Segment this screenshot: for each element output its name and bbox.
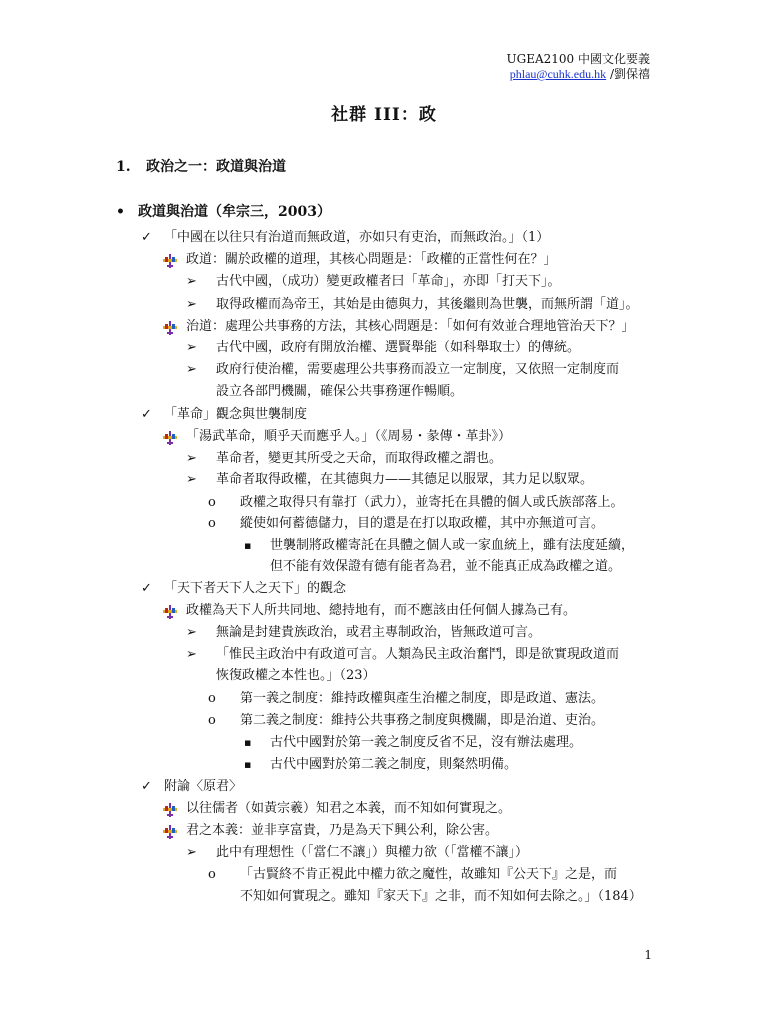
email-link[interactable]: phlau@cuhk.edu.hk [509, 67, 607, 81]
arrow-icon: ➢ [186, 451, 197, 466]
outline-line: 「天下者天下人之天下」的觀念 [164, 581, 347, 596]
outline-line: 革命者，變更其所受之天命，而取得政權之謂也。 [216, 451, 503, 466]
outline-line: 世襲制將政權寄託在具體之個人或一家血統上，雖有法度延續， [270, 538, 635, 553]
arrow-icon: ➢ [186, 297, 197, 312]
outline-line: 「革命」觀念與世襲制度 [164, 407, 308, 422]
outline-line: 「湯武革命，順乎天而應乎人。」（《周易・彖傳・革卦》） [186, 429, 512, 444]
outline-line: 但不能有效保證有德有能者為君，並不能真正成為政權之道。 [270, 559, 622, 574]
arrow-icon: ➢ [186, 472, 197, 487]
outline-line: 第一義之制度：維持政權與產生治權之制度，即是政道、憲法。 [240, 691, 605, 706]
outline-line: 「中國在以往只有治道而無政道，亦如只有吏治，而無政治。」（1） [164, 230, 550, 245]
circle-bullet-icon: o [208, 867, 216, 882]
outline-line: 政權為天下人所共同地、總持地有，而不應該由任何個人據為己有。 [186, 603, 577, 618]
square-bullet-icon: ▪ [244, 736, 252, 749]
circle-bullet-icon: o [208, 516, 216, 531]
outline-line: 無論是封建貴族政治，或君主專制政治，皆無政道可言。 [216, 625, 542, 640]
outline-line: 縱使如何蓄德儲力，目的還是在打以取政權，其中亦無道可言。 [240, 516, 605, 531]
outline-line: 第二義之制度：維持公共事務之制度與機關，即是治道、吏治。 [240, 713, 605, 728]
flag-bullet-icon [163, 802, 177, 816]
header-author-line [510, 67, 650, 82]
arrow-icon: ➢ [186, 362, 197, 377]
check-icon: ✓ [141, 407, 152, 422]
outline-line: 君之本義：並非享富貴，乃是為天下興公利，除公害。 [186, 823, 499, 838]
arrow-icon: ➢ [186, 647, 197, 662]
bullet-dot-icon: • [116, 204, 125, 220]
author-name: /劉保禧 [606, 67, 650, 81]
outline-line: 設立各部門機關，確保公共事務運作暢順。 [216, 384, 464, 399]
flag-bullet-icon [163, 253, 177, 267]
outline-line: 古代中國，（成功）變更政權者曰「革命」，亦即「打天下」。 [216, 274, 561, 289]
outline-line: 革命者取得政權，在其德與力——其德足以服眾，其力足以馭眾。 [216, 472, 594, 487]
circle-bullet-icon: o [208, 691, 216, 706]
check-icon: ✓ [141, 581, 152, 596]
arrow-icon: ➢ [186, 625, 197, 640]
outline-line: 政府行使治權，需要處理公共事務而設立一定制度，又依照一定制度而 [216, 362, 620, 377]
circle-bullet-icon: o [208, 713, 216, 728]
outline-line: 古代中國，政府有開放治權、選賢舉能（如科舉取士）的傳統。 [216, 340, 581, 355]
outline-line: 恢復政權之本性也。」（23） [216, 668, 376, 683]
square-bullet-icon: ▪ [244, 758, 252, 771]
flag-bullet-icon [163, 604, 177, 618]
top-bullet-text: 政道與治道（牟宗三，2003） [138, 204, 331, 220]
outline-line: 以往儒者（如黃宗羲）知君之本義，而不知如何實現之。 [186, 801, 512, 816]
check-icon: ✓ [141, 779, 152, 794]
section-number: 1. [116, 159, 131, 175]
outline-line: 政道：關於政權的道理，其核心問題是：「政權的正當性何在？」 [186, 252, 557, 267]
outline-line: 「古賢終不肯正視此中權力欲之魔性，故雖知『公天下』之是，而 [240, 867, 618, 882]
square-bullet-icon: ▪ [244, 539, 252, 552]
top-bullet [116, 201, 331, 221]
section-heading [116, 156, 286, 176]
outline-line: 古代中國對於第一義之制度反省不足，沒有辦法處理。 [270, 735, 583, 750]
flag-bullet-icon [163, 824, 177, 838]
page-title: 社群 III：政 [331, 105, 437, 125]
flag-bullet-icon [163, 430, 177, 444]
outline-line: 不知如何實現之。雖知『家天下』之非，而不知如何去除之。」（184） [240, 889, 642, 904]
section-text: 政治之一：政道與治道 [146, 159, 286, 175]
outline-line: 附論〈原君〉 [164, 779, 243, 794]
outline-line: 此中有理想性（「當仁不讓」）與權力欲（「當權不讓」） [216, 845, 529, 860]
arrow-icon: ➢ [186, 274, 197, 289]
outline-line: 古代中國對於第二義之制度，則粲然明備。 [270, 757, 518, 772]
arrow-icon: ➢ [186, 340, 197, 355]
outline-line: 治道：處理公共事務的方法，其核心問題是：「如何有效並合理地管治天下？」 [186, 319, 635, 334]
circle-bullet-icon: o [208, 495, 216, 510]
arrow-icon: ➢ [186, 845, 197, 860]
outline-line: 取得政權而為帝王，其始是由德與力，其後繼則為世襲，而無所謂「道」。 [216, 297, 639, 312]
header-course: UGEA2100 中國文化要義 [506, 52, 650, 66]
page-number: 1 [644, 948, 652, 962]
outline-line: 「惟民主政治中有政道可言。人類為民主政治奮鬥，即是欲實現政道而 [216, 647, 620, 662]
check-icon: ✓ [141, 230, 152, 245]
flag-bullet-icon [163, 320, 177, 334]
outline-line: 政權之取得只有靠打（武力），並寄托在具體的個人或氏族部落上。 [240, 495, 624, 510]
